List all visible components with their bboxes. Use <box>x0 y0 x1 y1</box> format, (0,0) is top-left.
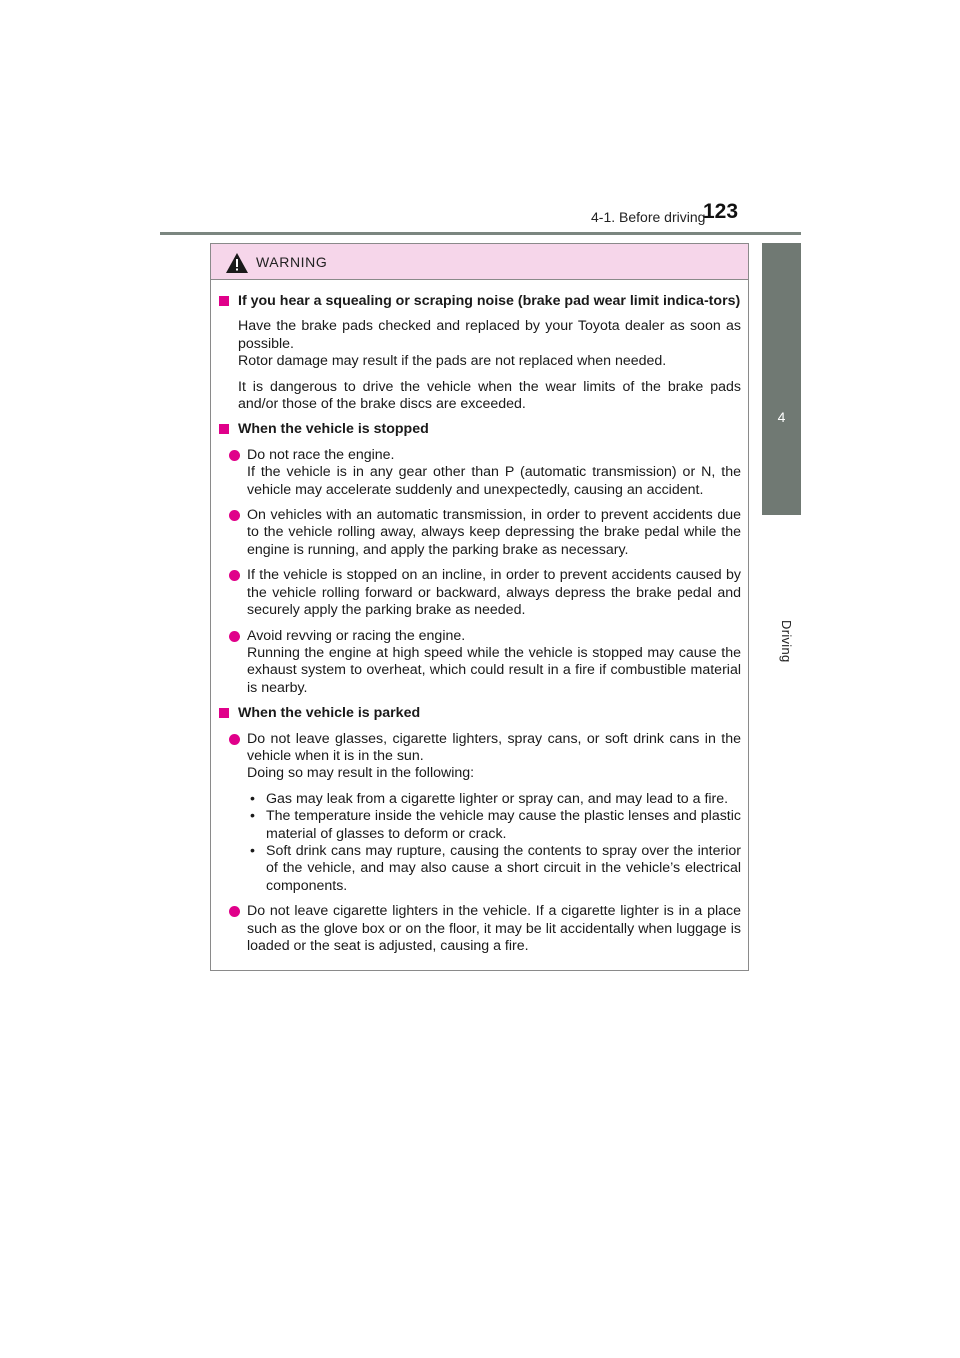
list-item <box>219 731 741 783</box>
circle-bullet-icon <box>229 450 240 461</box>
circle-bullet-icon <box>229 906 240 917</box>
list-item-line: Avoid revving or racing the engine. <box>247 627 466 644</box>
warning-body <box>211 280 748 955</box>
chapter-tab <box>762 243 801 515</box>
section-heading-text: When the vehicle is stopped <box>238 421 429 438</box>
list-item <box>219 567 741 619</box>
circle-bullet-icon <box>229 631 240 642</box>
list-item-line: Doing so may result in the following: <box>247 765 475 782</box>
section-heading <box>219 293 741 310</box>
list-item-line: If the vehicle is stopped on an incline, in order to prevent accidents caused by the vehicle rolling forward or backward, always depress the brake pedal and securely apply the parking brake as needed. <box>247 567 741 619</box>
section-heading <box>219 705 741 722</box>
chapter-number: 4 <box>777 409 786 425</box>
square-bullet-icon <box>219 296 229 306</box>
paragraph: It is dangerous to drive the vehicle when the wear limits of the brake pads and/or those of the brake discs are exceeded. <box>238 378 741 413</box>
square-bullet-icon <box>219 708 229 718</box>
paragraph-line: Have the brake pads checked and replaced by your Toyota dealer as soon as possible. <box>238 318 741 352</box>
list-item-line: If the vehicle is in any gear other than P (automatic transmission) or N, the vehicle may accelerate suddenly and unexpectedly, causing an accident. <box>247 464 741 498</box>
list-item-line: On vehicles with an automatic transmission, in order to prevent accidents due to the vehicle rolling away, always keep depressing the brake pedal while the engine is running, and apply the parking brake as necessary. <box>247 507 741 558</box>
circle-bullet-icon <box>229 570 240 581</box>
sub-list-item <box>219 791 741 808</box>
section-heading-text: If you hear a squealing or scraping noise (brake pad wear limit indica-tors) <box>238 293 741 309</box>
sub-bullet-mark: • <box>250 808 255 825</box>
page-number: 123 <box>703 200 739 223</box>
sub-bullet-mark: • <box>250 842 255 859</box>
sub-bullet-mark: • <box>250 790 255 807</box>
circle-bullet-icon <box>229 510 240 521</box>
list-item-line: Do not leave glasses, cigarette lighters, spray cans, or soft drink cans in the vehicle when it is in the sun. <box>247 730 741 764</box>
sub-list-item-text: Gas may leak from a cigarette lighter or spray can, and may lead to a fire. <box>266 790 729 807</box>
list-item-line: Do not race the engine. <box>247 446 395 463</box>
square-bullet-icon <box>219 424 229 434</box>
section-heading-text: When the vehicle is parked <box>238 705 421 722</box>
sub-list-item-text: Soft drink cans may rupture, causing the contents to spray over the interior of the vehicle, and may also cause a short circuit in the vehicle’s electrical components. <box>266 842 741 894</box>
sub-list-item-text: The temperature inside the vehicle may cause the plastic lenses and plastic material of glasses to deform or crack. <box>266 808 741 842</box>
header-rule <box>160 232 801 235</box>
list-item <box>219 903 741 955</box>
chapter-label: Driving <box>779 620 794 663</box>
sub-list-item <box>219 808 741 843</box>
warning-triangle-icon <box>226 253 248 273</box>
list-item-line: Do not leave cigarette lighters in the vehicle. If a cigarette lighter is in a place such as the glove box or on the floor, it may be lit accidentally when luggage is loaded or the seat is adjusted, causing a fire. <box>247 903 741 954</box>
section-title: 4-1. Before driving <box>591 209 706 225</box>
section-heading <box>219 421 741 438</box>
list-item <box>219 507 741 559</box>
list-item-line: Running the engine at high speed while the vehicle is stopped may cause the exhaust system to overheat, which could result in a fire if combustible material is nearby. <box>247 644 741 696</box>
list-item <box>219 447 741 499</box>
circle-bullet-icon <box>229 734 240 745</box>
warning-title: WARNING <box>256 254 328 270</box>
paragraph <box>219 318 741 370</box>
sub-list <box>219 791 741 895</box>
list-item <box>219 628 741 698</box>
warning-header <box>211 244 748 280</box>
warning-box <box>210 243 749 971</box>
paragraph-line: Rotor damage may result if the pads are not replaced when needed. <box>238 353 667 370</box>
sub-list-item <box>219 843 741 895</box>
